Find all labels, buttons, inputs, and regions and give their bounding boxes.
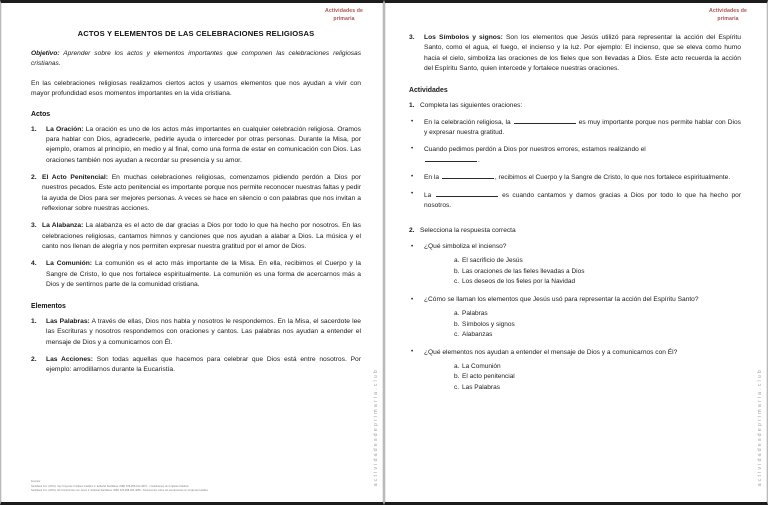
option-text: La Comunión xyxy=(462,362,501,370)
question-text: ¿Qué elementos nos ayudan a entender el mensaje de Dios y a comunicarnos con Él? xyxy=(424,348,678,356)
option-text: Palabras xyxy=(462,310,488,318)
option-label: c. xyxy=(454,383,460,391)
option-label: a. xyxy=(454,362,460,370)
option-text: Alabanzas xyxy=(462,331,493,339)
page-right-content xyxy=(385,3,767,502)
option-item[interactable] xyxy=(454,362,741,373)
item-number: 2. xyxy=(31,356,37,364)
question-text: ¿Qué simboliza el incienso? xyxy=(424,243,507,250)
activity-number: 2. xyxy=(409,227,415,235)
watermark-line1: Actividades de xyxy=(708,8,747,14)
item-number: 4. xyxy=(31,260,37,268)
option-item[interactable] xyxy=(454,309,741,320)
source-line: Santillana S.A. (2019). Soy Creyente Cristiano Católico 2. Editorial Santillana. ISBN 978-958-162-4876.- / Celebramos de la Iglesia Católica xyxy=(31,484,189,488)
sources-footer xyxy=(31,480,357,494)
blank-input-1[interactable] xyxy=(514,117,576,124)
option-label: a. xyxy=(454,310,460,318)
option-label: b. xyxy=(454,373,460,381)
option-label: b. xyxy=(454,267,460,275)
list-item xyxy=(409,117,741,139)
list-item xyxy=(31,125,361,166)
objective-label: Objetivo: xyxy=(31,49,60,57)
blank-input-2[interactable] xyxy=(425,155,477,162)
item-term: La Alabanza: xyxy=(42,222,84,230)
item-body: Son todas aquellas que hacemos para celebrar que Dios está entre nosotros. Por ejemplo: arrodillarnos durante la Eucaristía. xyxy=(46,356,361,374)
option-list xyxy=(424,362,741,394)
item-body: A través de ellas, Dios nos habla y nosotros le respondemos. En la Misa, el sacerdote lee las Escrituras y nosotros respondemos con oraciones y cantos. Las palabras nos ayudan a entender el mensaje de Dios y a comunicarnos con Él. xyxy=(46,318,362,346)
activity-prompt-text: Selecciona la respuesta correcta xyxy=(420,227,516,235)
item-number: 3. xyxy=(31,222,37,230)
activity-1-prompt xyxy=(409,101,741,111)
list-item xyxy=(31,173,361,214)
sources-heading: Fuentes: xyxy=(31,479,41,483)
blank-input-4[interactable] xyxy=(436,190,498,197)
item-term: Los Símbolos y signos: xyxy=(424,34,503,41)
watermark-side-right: actividadesdeprimaria.club xyxy=(757,367,763,486)
source-line: Santillana S.A. (2019). Mi Compromiso con Jesús 2. Editorial Santillana. ISBN 978-958-003-4059.- Documentos sobre los sacramentos en la Iglesia Católica. xyxy=(31,489,209,493)
item-number: 1. xyxy=(31,318,37,326)
blank-item-after: es cuando cantamos y damos gracias a Dios por todo lo que ha hecho por nosotros. xyxy=(424,191,741,209)
option-item[interactable] xyxy=(454,330,741,341)
item-body: La alabanza es el acto de dar gracias a Dios por todo lo que ha hecho por nosotros. En las celebraciones religiosas, cantamos himnos y canciones que nos ayudan a alabar a Dios. La música y el canto nos llenan de alegría y nos permiten expresar nuestra gratitud por el amor de Dios. xyxy=(42,222,361,250)
activity-number: 1. xyxy=(409,102,415,110)
item-number: 2. xyxy=(31,174,37,182)
blank-item-after: es muy importante porque nos permite hablar con Dios y expresar nuestra gratitud. xyxy=(424,119,741,137)
elementos-list xyxy=(31,317,361,376)
list-item xyxy=(409,145,741,167)
option-text: El acto penitencial xyxy=(462,373,515,381)
watermark-side-left: actividadesdeprimaria.club xyxy=(373,367,379,486)
list-item xyxy=(31,259,361,290)
fill-in-blank-list xyxy=(409,117,741,211)
watermark-line2: primaria xyxy=(717,15,739,22)
option-item[interactable] xyxy=(454,267,741,278)
objective-paragraph xyxy=(31,49,361,69)
watermark-line1: Actividades de xyxy=(324,8,363,14)
list-item xyxy=(31,221,361,252)
option-item[interactable] xyxy=(454,372,741,383)
heading-actividades: Actividades xyxy=(409,87,448,95)
multiple-choice-list xyxy=(409,242,741,393)
list-item xyxy=(409,33,741,74)
item-term: La Oración: xyxy=(46,125,84,133)
watermark-line2: primaria xyxy=(333,15,355,22)
blank-item-before: Cuando pedimos perdón a Dios por nuestros errores, estamos realizando el xyxy=(424,145,646,153)
intro-paragraph: En las celebraciones religiosas realizamos ciertos actos y usamos elementos que nos ayudan a vivir con mayor profundidad esos momentos importantes en la vida cristiana. xyxy=(31,79,361,98)
option-list xyxy=(424,256,741,288)
page-title: ACTOS Y ELEMENTOS DE LAS CELEBRACIONES RELIGIOSAS xyxy=(77,29,315,38)
elementos-continued-list xyxy=(409,33,741,74)
option-label: a. xyxy=(454,257,460,265)
item-term: Las Palabras: xyxy=(46,318,90,326)
option-text: Las Palabras xyxy=(462,383,500,391)
option-text: Símbolos y signos xyxy=(462,320,515,328)
question-text: ¿Cómo se llaman los elementos que Jesús usó para representar la acción del Espíritu Santo? xyxy=(424,295,699,303)
blank-item-before: La xyxy=(424,191,432,199)
heading-elementos: Elementos xyxy=(31,303,66,311)
option-item[interactable] xyxy=(454,320,741,331)
item-body: La oración es uno de los actos más importantes en cualquier celebración religiosa. Oramos para hablar con Dios, agradecerle, pedirle ayuda o interceder por otras personas. Durante la Misa, por ejemplo, oramos al principio, en medio y al final, como una forma de estar en comunicación con Dios. Las oraciones también nos ayudan a recordar su presencia y su amor. xyxy=(46,125,361,164)
item-term: Las Acciones: xyxy=(46,356,93,364)
item-number: 1. xyxy=(31,125,37,133)
list-item xyxy=(409,348,741,394)
item-body: En muchas celebraciones religiosas, comenzamos pidiendo perdón a Dios por nuestros pecados. Este acto penitencial es importante porque nos permite reconocer nuestras faltas y pedir la ayuda de Dios para ser mejores personas. A veces se hace en silencio o con palabras que nos invitan a reflexionar sobre nuestras acciones. xyxy=(42,174,361,212)
option-item[interactable] xyxy=(454,256,741,267)
option-label: b. xyxy=(454,320,460,328)
heading-actos: Actos xyxy=(31,110,51,118)
objective-text: Aprender sobre los actos y elementos importantes que componen las celebraciones religiosas cristianas. xyxy=(31,49,361,67)
item-body: Son los elementos que Jesús utilizó para representar la acción del Espíritu Santo, como el agua, el fuego, el incienso y la luz. Por ejemplo: El incienso, que se eleva como humo hacia el cielo, simboliza las oraciones de los fieles que son llevadas a Dios. Este acto recuerda la acción del Espíritu Santo, quien intercede y fortalece nuestras oraciones. xyxy=(424,34,741,72)
page-right xyxy=(384,0,768,505)
option-text: El sacrificio de Jesús xyxy=(462,257,523,265)
list-item xyxy=(409,190,741,212)
item-term: La Comunión: xyxy=(46,260,93,268)
list-item xyxy=(31,317,361,348)
list-item xyxy=(31,355,361,376)
option-list xyxy=(424,309,741,341)
option-label: c. xyxy=(454,331,460,339)
blank-item-before: En la xyxy=(424,174,440,182)
blank-input-3[interactable] xyxy=(442,172,494,179)
option-text: Las oraciones de las fieles llevadas a Dios xyxy=(462,267,585,275)
option-label: c. xyxy=(454,278,460,286)
activity-prompt-text: Completa las siguientes oraciones: xyxy=(420,102,523,110)
actos-list xyxy=(31,125,361,290)
page-left-content xyxy=(1,3,383,502)
item-body: La comunión es el acto más importante de la Misa. En ella, recibimos el Cuerpo y la Sangre de Cristo, lo que nos fortalece espiritualmente. La comunión es una forma de acercarnos más a Dios y de sentirnos parte de la comunidad cristiana. xyxy=(46,260,362,288)
option-text: Los deseos de los fieles por la Navidad xyxy=(462,278,576,286)
option-item[interactable] xyxy=(454,277,741,288)
list-item xyxy=(409,295,741,341)
item-number: 3. xyxy=(409,34,415,41)
item-term: El Acto Penitencial: xyxy=(42,174,108,182)
blank-item-before: En la celebración religiosa, la xyxy=(424,119,511,127)
spacer xyxy=(409,217,741,226)
activity-2-prompt xyxy=(409,226,741,236)
blank-item-after: . xyxy=(478,156,480,164)
list-item xyxy=(409,242,741,288)
list-item xyxy=(409,172,741,183)
option-item[interactable] xyxy=(454,383,741,394)
blank-item-after: , recibimos el Cuerpo y la Sangre de Cristo, lo que nos fortalece espiritualmente. xyxy=(494,174,731,182)
